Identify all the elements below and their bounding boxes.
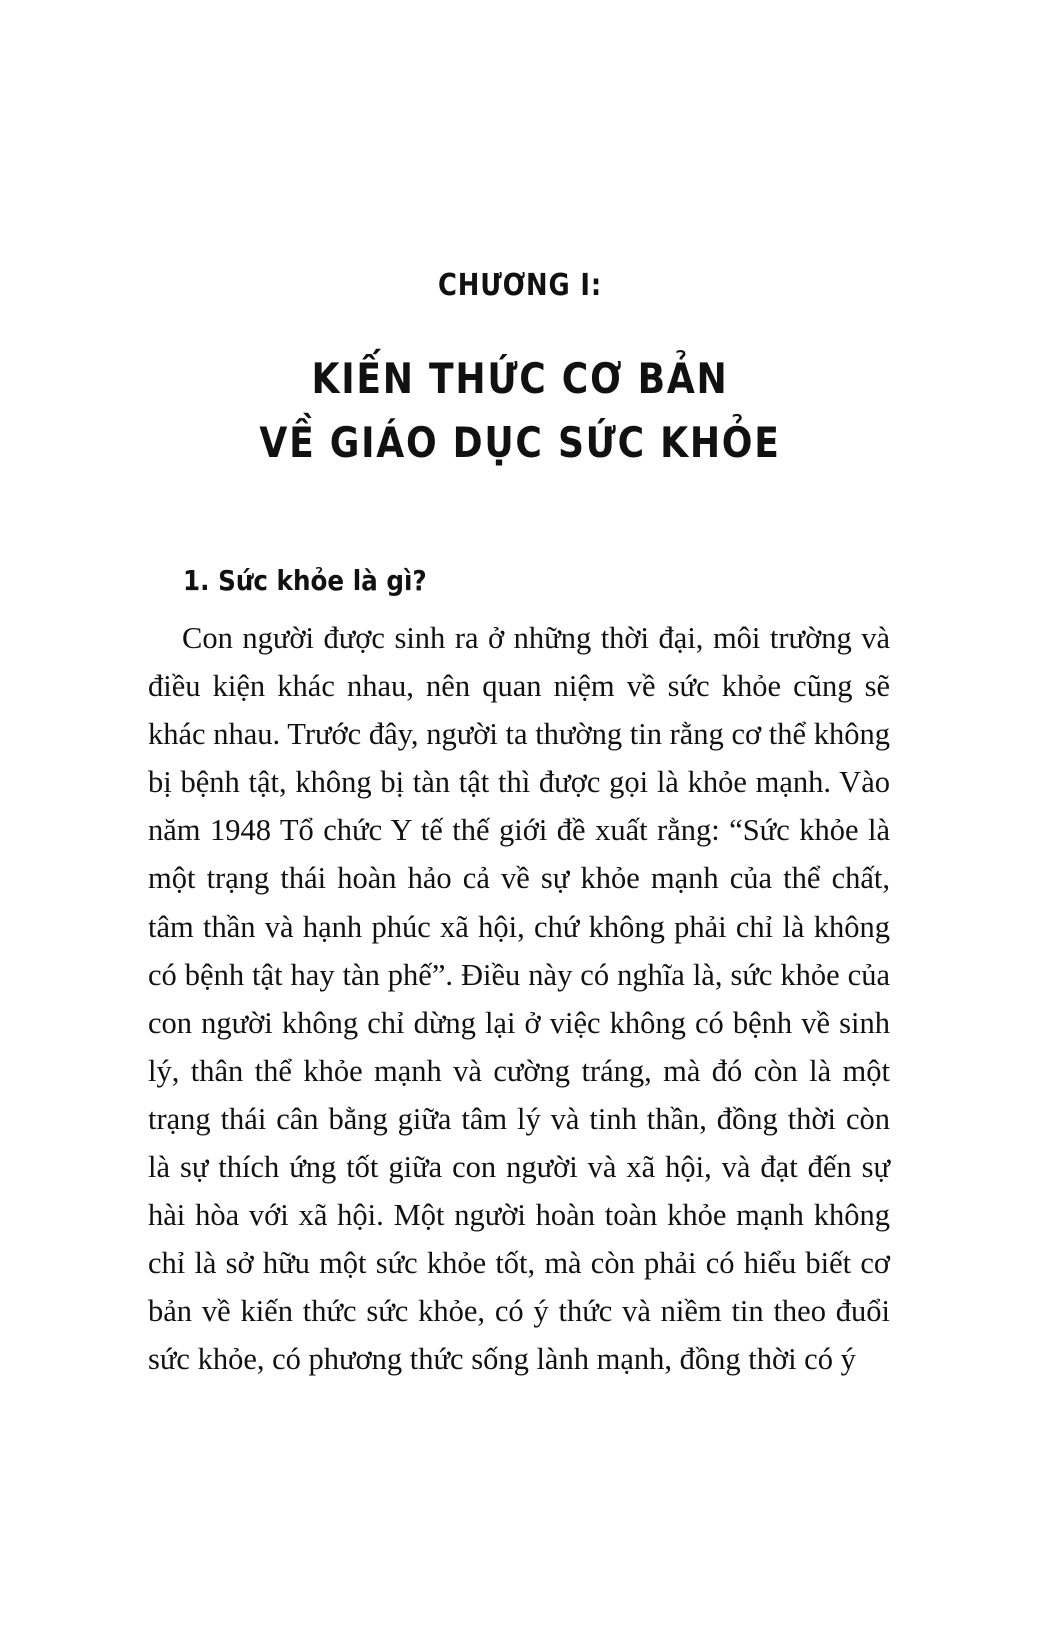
body-paragraph: Con người được sinh ra ở những thời đại, môi trường và điều kiện khác nhau, nên quan niệm về sức khỏe cũng sẽ khác nhau. Trước đây, người ta thường tin rằng cơ thể không bị bệnh tật, không bị tàn tật thì được gọi là khỏe mạnh. Vào năm 1948 Tổ chức Y tế thế giới đề xuất rằng: “Sức khỏe là một trạng thái hoàn hảo cả về sự khỏe mạnh của thể chất, tâm thần và hạnh phúc xã hội, chứ không phải chỉ là không có bệnh tật hay tàn phế”. Điều này có nghĩa là, sức khỏe của con người không chỉ dừng lại ở việc không có bệnh về sinh lý, thân thể khỏe mạnh và cường tráng, mà đó còn là một trạng thái cân bằng giữa tâm lý và tinh thần, đồng thời còn là sự thích ứng tốt giữa con người và xã hội, và đạt đến sự hài hòa với xã hội. Một người hoàn toàn khỏe mạnh không chỉ là sở hữu một sức khỏe tốt, mà còn phải có hiểu biết cơ bản về kiến thức sức khỏe, có ý thức và niềm tin theo đuổi sức khỏe, có phương thức sống lành mạnh, đồng thời có ý	[148, 621, 890, 1377]
chapter-title-line-2: VỀ GIÁO DỤC SỨC KHỎE	[259, 418, 781, 467]
chapter-title-line-1: KIẾN THỨC CƠ BẢN	[311, 354, 729, 403]
chapter-label: CHƯƠNG I:	[437, 268, 603, 303]
section-heading: 1. Sức khỏe là gì?	[183, 564, 427, 597]
